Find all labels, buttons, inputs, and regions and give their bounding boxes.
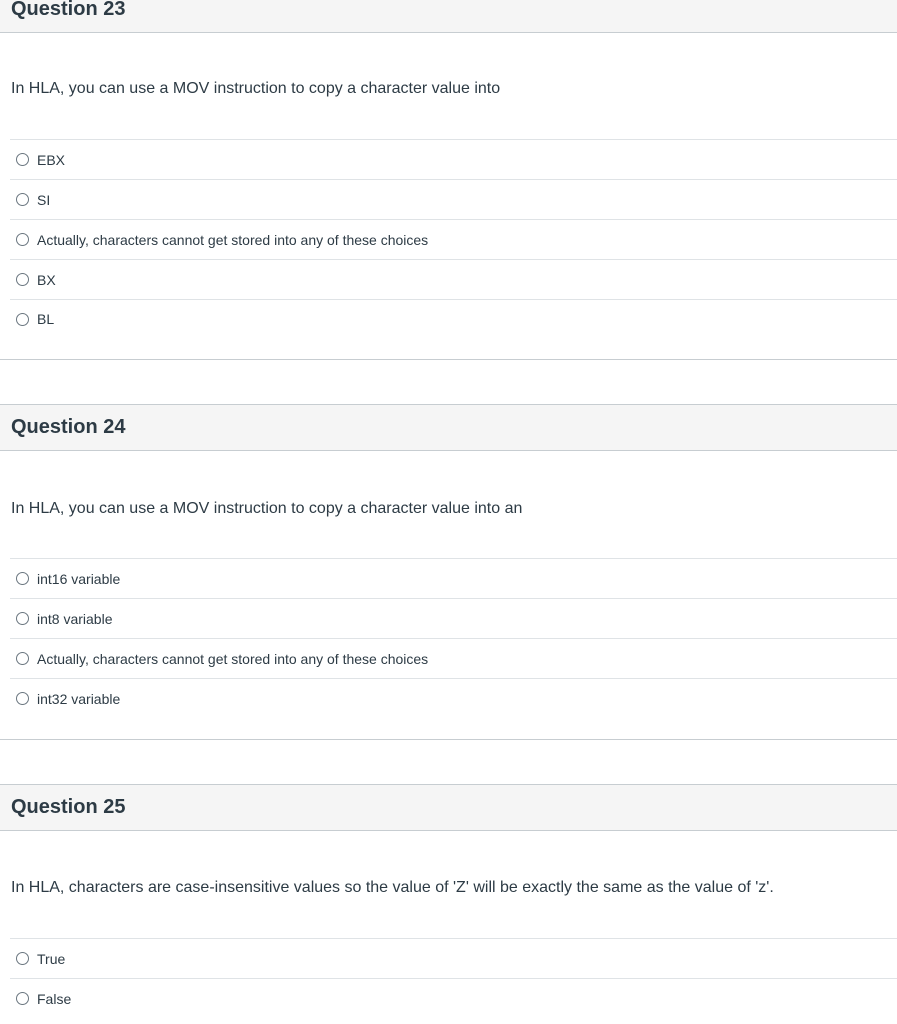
question-divider [0, 739, 897, 740]
question-title: Question 23 [11, 0, 126, 20]
radio-button[interactable] [16, 193, 29, 206]
answer-label: False [37, 990, 72, 1007]
radio-button[interactable] [16, 572, 29, 585]
answer-option[interactable] [10, 978, 897, 1018]
question-text: In HLA, you can use a MOV instruction to copy a character value into [11, 80, 501, 97]
answer-list [10, 938, 897, 1018]
question-title: Question 25 [11, 796, 126, 818]
question-divider [0, 359, 897, 360]
radio-button[interactable] [16, 952, 29, 965]
answer-label: True [37, 950, 66, 967]
answer-option[interactable] [10, 299, 897, 338]
answer-label: EBX [37, 151, 66, 168]
question-header [0, 784, 897, 831]
answer-label: int8 variable [37, 610, 113, 627]
answer-option[interactable] [10, 179, 897, 219]
answer-list [10, 558, 897, 718]
question-text: In HLA, characters are case-insensitive values so the value of 'Z' will be exactly the same as the value of 'z'. [11, 879, 774, 896]
radio-button[interactable] [16, 992, 29, 1005]
answer-label: Actually, characters cannot get stored into any of these choices [37, 650, 429, 667]
answer-option[interactable] [10, 558, 897, 598]
answer-option[interactable] [10, 598, 897, 638]
answer-list [10, 139, 897, 338]
radio-button[interactable] [16, 313, 29, 326]
answer-option[interactable] [10, 638, 897, 678]
question-header [0, 0, 897, 33]
radio-button[interactable] [16, 233, 29, 246]
question-text: In HLA, you can use a MOV instruction to copy a character value into an [11, 500, 523, 517]
radio-button[interactable] [16, 652, 29, 665]
answer-label: SI [37, 191, 51, 208]
answer-label: BL [37, 311, 55, 327]
answer-label: BX [37, 271, 56, 288]
answer-option[interactable] [10, 139, 897, 179]
answer-option[interactable] [10, 259, 897, 299]
radio-button[interactable] [16, 612, 29, 625]
question-title: Question 24 [11, 416, 126, 438]
answer-label: int32 variable [37, 690, 121, 707]
question-header [0, 404, 897, 451]
answer-label: Actually, characters cannot get stored into any of these choices [37, 231, 429, 248]
radio-button[interactable] [16, 273, 29, 286]
answer-option[interactable] [10, 678, 897, 718]
answer-option[interactable] [10, 219, 897, 259]
radio-button[interactable] [16, 692, 29, 705]
answer-label: int16 variable [37, 570, 121, 587]
answer-option[interactable] [10, 938, 897, 978]
radio-button[interactable] [16, 153, 29, 166]
